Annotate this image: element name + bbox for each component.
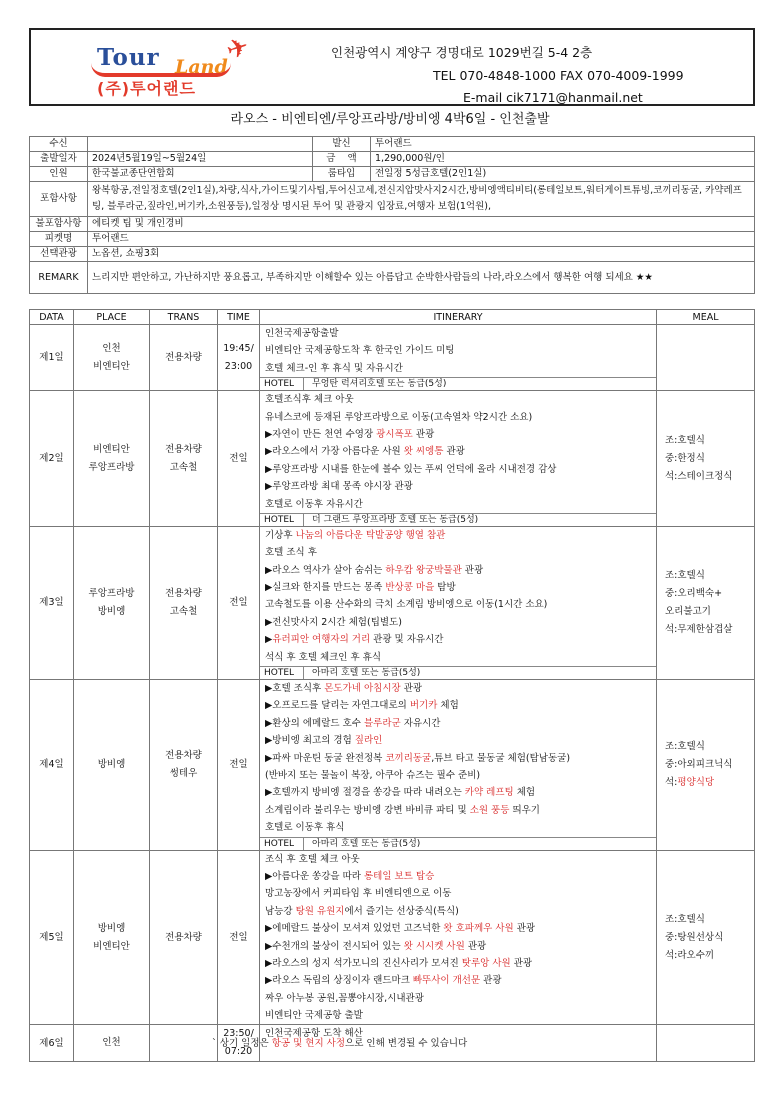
recv-value [88,137,313,152]
hotel-label: HOTEL [260,514,304,526]
itinerary-text: 호텔로 이동후 자유시간 [265,498,363,510]
day-place-line: 방비엥 [97,605,126,617]
company-email: E-mail cik7171@hanmail.net [463,90,643,105]
incl-label: 포함사항 [30,182,88,217]
day-trans-line: 전용차량 [165,931,202,943]
itinerary-text: 호텔로 이동후 휴식 [265,822,345,834]
itinerary-table [29,309,755,1062]
itinerary-text: ,튜브 타고 물동굴 체험(탐남동굴) [431,752,571,764]
meal-line: 석:무제한삼겹살 [665,623,733,635]
day-trans-line: 전용차량 [165,443,202,455]
page-title: 라오스 - 비엔티엔/루앙프라방/방비엥 4박6일 - 인천출발 [230,112,550,127]
itinerary-line [260,802,656,819]
itinerary-line [260,360,656,377]
itinerary-text: 관광 [480,975,502,987]
day-trans [150,526,218,679]
itinerary-text: ▶ [265,634,273,646]
itinerary-line [260,851,656,868]
itinerary-line [260,527,656,544]
company-logo [89,31,279,98]
incl-value: 왕복항공,전일정호텔(2인1실),차량,식사,가이드및기사팁,투어신고세,전신지압맛사지2시간,방비엥액티비티(롱테일보트,워터게이트튜빙,코끼리동굴, 카약레프팅, 블루라군,짚라인,버기카,소원풍등),일정상 명시된 투어 및 관광지 입장료,여행자 보험(1억원), [88,182,755,217]
itinerary-text: 관광 [443,446,465,458]
itinerary-text: ▶라오스 독립의 상징이자 랜드마크 [265,975,413,987]
day-place-line: 방비엥 [97,758,126,770]
meal-line: 중:탕원선상식 [665,931,724,943]
meal-line: 중:아외피크닉식 [665,758,733,770]
itinerary-line [260,920,656,937]
price-label: 금 액 [313,152,371,167]
day-label: 제4일 [30,680,74,851]
room-label: 룸타입 [313,167,371,182]
opt-value: 노옵션, 쇼핑3회 [88,247,755,262]
send-label: 발신 [313,137,371,152]
itinerary-line [260,732,656,749]
day-itinerary [260,325,657,391]
itinerary-line [260,461,656,478]
itinerary-text: ▶아름다운 쏭강을 따라 [265,870,364,882]
highlight-text: 빠뚜사이 개선문 [412,975,481,987]
day-trans-line: 고속철 [169,461,198,473]
col-header-data: DATA [30,310,74,325]
itinerary-text: ▶전신맛사지 2시간 체험(팁별도) [265,616,402,628]
day-time-line: 전일 [229,758,248,770]
footer-prefix: ` 상기 일정은 [212,1038,272,1049]
meal-line: 중:오리백숙+ [665,587,723,599]
day-time-line: 07:20 [224,1046,253,1058]
hotel-row [260,513,656,526]
day-time-line: 전일 [229,931,248,943]
itinerary-line [260,544,656,561]
itinerary-text: ▶라오스의 성지 석가모니의 진신사리가 모셔진 [265,957,462,969]
hotel-label: HOTEL [260,667,304,679]
itinerary-text: 호텔조식후 체크 아웃 [265,394,354,406]
day-itinerary [260,850,657,1025]
itinerary-line [260,1007,656,1024]
itinerary-text: 비엔티안 국제공항 출발 [265,1010,363,1022]
day-label: 제5일 [30,850,74,1025]
col-header-place: PLACE [74,310,150,325]
day-place [74,526,150,679]
hotel-label: HOTEL [260,378,304,390]
itinerary-line [260,680,656,697]
day-meal [657,391,755,527]
itinerary-line [260,972,656,989]
logo-company-name: (주)투어랜드 [97,79,196,98]
highlight-text: 나눔의 아름다운 탁발공양 행열 참관 [295,529,446,541]
day-time-line: 19:45/ [223,342,254,354]
meal-line [665,774,754,792]
meal-line: 조:호텔식 [665,569,705,581]
day-label: 제6일 [30,1025,74,1062]
highlight-text: 하우캄 왕궁박물관 [385,564,462,576]
itinerary-text: ▶에메랄드 불상이 모셔져 있었던 고즈넉한 [265,923,444,935]
highlight-text: 유러피안 여행자의 거리 [272,634,371,646]
price-value: 1,290,000원/인 [371,152,755,167]
company-address: 인천광역시 계양구 경명대로 1029번길 5-4 2층 [331,45,593,60]
itinerary-text: ▶실크와 한지를 만드는 몽족 [265,582,386,594]
itinerary-line [260,697,656,714]
excl-value: 에티켓 팁 및 개인경비 [88,217,755,232]
day-trans [150,680,218,851]
day-trans [150,391,218,527]
day-place [74,325,150,391]
day-trans-line: 전용차량 [165,587,202,599]
day-meal [657,850,755,1025]
day-place [74,680,150,851]
itinerary-line [260,767,656,784]
itinerary-text: 관광 및 자유시간 [370,634,444,646]
day-time [218,526,260,679]
day-place-line: 비엔티안 [93,443,130,455]
day-trans-line: 전용차량 [165,351,202,363]
day-place-line: 비엔티안 [93,940,130,952]
highlight-text: 버기카 [409,700,438,712]
footer-red: 항공 및 현지 사정 [271,1038,346,1049]
day-time-line: 23:50/ [223,1028,254,1040]
hotel-name: 아마리 호텔 또는 동급(5성) [312,838,421,849]
itinerary-line [260,342,656,359]
hotel-row [260,837,656,850]
logo-swoosh [91,63,231,77]
send-value: 투어랜드 [371,137,755,152]
itinerary-line [260,325,656,342]
itinerary-text: 관광 [510,957,533,969]
hotel-name: 더 그랜드 루앙프라방 호텔 또는 동급(5성) [312,514,479,525]
itinerary-text: (반바지 또는 물놀이 복장, 아쿠아 슈즈는 필수 준비) [265,769,481,781]
meal-line: 조:호텔식 [665,913,705,925]
highlight-text: 소원 풍등 [469,804,510,816]
col-header-meal: MEAL [657,310,755,325]
day-label: 제1일 [30,325,74,391]
highlight-text: 짚라인 [354,735,383,747]
itinerary-line [260,649,656,666]
remark-value: 느리지만 편안하고, 가난하지만 풍요롭고, 부족하지만 이해할수 있는 아름답고 순박한사람들의 나라,라오스에서 행복한 여행 되세요 ★★ [88,262,755,294]
itinerary-line [260,426,656,443]
itinerary-text: 기상후 [265,529,296,541]
day-row [30,680,755,851]
logo-land-text: Land [175,56,228,78]
date-value: 2024년5월19일~5월24일 [88,152,313,167]
day-time [218,391,260,527]
itinerary-line [260,750,656,767]
itinerary-line [260,885,656,902]
recv-label: 수신 [30,137,88,152]
itinerary-text: 소계림이라 불리우는 방비엥 강변 바비큐 파티 및 [265,804,470,816]
itinerary-text: 호텔 체크-인 후 휴식 및 자유시간 [265,362,403,374]
day-place-line: 루앙프라방 [88,587,135,599]
itinerary-text: 관광 [513,923,536,935]
itinerary-text: 남능강 [265,905,296,917]
itinerary-text: ▶오프로드를 달리는 자연그대로의 [265,700,410,712]
col-header-itinerary: ITINERARY [260,310,657,325]
itinerary-text: ▶방비엥 최고의 경험 [265,735,355,747]
day-trans [150,850,218,1025]
itinerary-text: ▶루앙프라방 최대 몽족 야시장 관광 [265,481,413,493]
itinerary-text: 관광 [461,564,484,576]
day-time-line: 전일 [229,596,248,608]
highlight-text: 왓 씨엥통 [403,446,444,458]
highlight-text: 반상콩 마을 [385,582,435,594]
itinerary-text: 고속철도를 이용 산수화의 극치 소계림 방비엥으로 이동(1시간 소요) [265,599,548,611]
day-place-line: 비엔티안 [93,360,130,372]
itinerary-line [260,391,656,408]
day-trans-line: 고속철 [169,605,198,617]
room-value: 전일정 5성급호텔(2인1실) [371,167,755,182]
hotel-row [260,666,656,679]
hotel-name: 무엉탄 럭셔리호텔 또는 동급(5성) [312,379,447,390]
itinerary-text: 관광 [400,683,423,695]
itinerary-text: 망고농장에서 커피타임 후 비엔티엔으로 이동 [265,888,452,900]
itinerary-line [260,562,656,579]
itinerary-line [260,596,656,613]
highlight-text: 광시폭포 [376,428,413,440]
itinerary-text: 호텔 조식 후 [265,547,317,559]
opt-label: 선택관광 [30,247,88,262]
company-phone: TEL 070-4848-1000 FAX 070-4009-1999 [433,68,684,83]
itinerary-text: ▶라오스 역사가 살아 숨쉬는 [265,564,386,576]
itinerary-line [260,903,656,920]
itinerary-text: 비엔티안 국제공항도착 후 한국인 가이드 미팅 [265,345,455,357]
itinerary-text: 띄우기 [509,804,540,816]
footer-note [212,1035,467,1049]
day-time [218,680,260,851]
meal-line: 조:호텔식 [665,740,705,752]
day-time [218,325,260,391]
day-place-line: 루앙프라방 [88,461,135,473]
logo-tour-text: Tour [97,44,160,71]
itinerary-line [260,443,656,460]
meal-red-text: 평양식당 [677,776,715,788]
people-label: 인원 [30,167,88,182]
highlight-text: 카약 레프팅 [464,787,514,799]
highlight-text: 왓 시시켓 사원 [403,940,465,952]
day-itinerary [260,526,657,679]
highlight-text: 롱테일 보트 탑승 [363,870,435,882]
day-trans-line: 썽테우 [169,767,198,779]
meal-line: 석:스테이크정식 [665,470,733,482]
day-trans [150,325,218,391]
day-label: 제2일 [30,391,74,527]
excl-label: 불포함사항 [30,217,88,232]
highlight-text: 블루라군 [363,717,401,729]
day-place-line: 인천 [102,1037,121,1049]
meal-line: 조:호텔식 [665,434,705,446]
day-row [30,850,755,1025]
itinerary-text: ▶자연이 만든 천연 수영장 [265,428,377,440]
info-table [29,136,755,294]
itinerary-line [260,409,656,426]
remark-label: REMARK [30,262,88,294]
day-place [74,850,150,1025]
highlight-text: 왓 호파께우 사원 [443,923,514,935]
day-row [30,325,755,391]
itinerary-text: 짜우 아누봉 공원,꼼뽕야시장,시내관광 [265,992,424,1004]
itinerary-text: 체험 [437,700,459,712]
itinerary-line [260,614,656,631]
date-label: 출발일자 [30,152,88,167]
itinerary-text: ▶루앙프라방 시내를 한눈에 볼수 있는 푸씨 언덕에 올라 시내전경 감상 [265,463,557,475]
meal-prefix: 석: [665,776,678,788]
itinerary-text: ▶파싸 마운틴 동굴 완전정복 [265,752,386,764]
footer-suffix: 으로 인해 변경될 수 있습니다 [345,1038,468,1049]
day-itinerary [260,391,657,527]
day-meal [657,526,755,679]
itinerary-text: 인천국제공항 도착 해산 [265,1028,363,1040]
day-row [30,391,755,527]
day-meal [657,325,755,391]
itinerary-text: 관광 [412,428,435,440]
highlight-text: 탓루앙 사원 [461,957,511,969]
itinerary-line [260,478,656,495]
itinerary-line [260,955,656,972]
hotel-label: HOTEL [260,838,304,850]
itinerary-line [260,631,656,648]
day-place-line: 방비엥 [97,922,126,934]
day-label: 제3일 [30,526,74,679]
pick-value: 투어랜드 [88,232,755,247]
airplane-icon: ✈ [222,31,253,67]
day-place-line: 인천 [102,342,121,354]
itinerary-line [260,715,656,732]
itinerary-line [260,784,656,801]
day-trans-line: 전용차량 [165,749,202,761]
itinerary-line [260,990,656,1007]
day-place [74,1025,150,1062]
itinerary-text: 관광 [464,940,487,952]
day-trans [150,1025,218,1062]
day-meal [657,680,755,851]
itinerary-line [260,868,656,885]
people-value: 한국불교종단연합회 [88,167,313,182]
itinerary-text: ▶라오스에서 가장 아름다운 사원 [265,446,404,458]
day-meal [657,1025,755,1062]
highlight-text: 몬도가네 아침시장 [324,683,401,695]
highlight-text: 탕원 유원지 [295,905,345,917]
itinerary-text: 석식 후 호텔 체크인 후 휴식 [265,651,382,663]
day-time-line: 23:00 [224,360,253,372]
company-header [29,28,755,106]
col-header-trans: TRANS [150,310,218,325]
meal-line: 석:라오수끼 [665,949,715,961]
itinerary-text: ▶호텔까지 방비엥 절경을 쏭강을 따라 내려오는 [265,787,465,799]
itinerary-line [260,579,656,596]
day-itinerary [260,680,657,851]
itinerary-text: ▶환상의 에메랄드 호수 [265,717,364,729]
meal-line: 중:한정식 [665,452,705,464]
itinerary-text: ▶호텔 조식후 [265,683,325,695]
hotel-row [260,377,656,390]
itinerary-text: 자유시간 [400,717,441,729]
itinerary-text: ▶수천개의 불상이 전시되어 있는 [265,940,404,952]
highlight-text: 코끼리동굴 [385,752,432,764]
hotel-name: 아마리 호텔 또는 동급(5성) [312,668,421,679]
pick-label: 피켓명 [30,232,88,247]
day-row [30,526,755,679]
itinerary-line [260,496,656,513]
itinerary-text: 에서 즐기는 선상중식(특식) [344,905,459,917]
itinerary-line [260,938,656,955]
day-time [218,850,260,1025]
day-time-line: 전일 [229,452,248,464]
itinerary-text: 인천국제공항출발 [265,328,339,339]
itinerary-text: 유네스코에 등재된 루앙프라방으로 이동(고속열차 약2시간 소요) [265,411,533,423]
meal-line: 오리불고기 [665,605,711,617]
itinerary-text: 탐방 [434,582,456,594]
day-place [74,391,150,527]
col-header-time: TIME [218,310,260,325]
itinerary-text: 체험 [513,787,536,799]
itinerary-text: 조식 후 호텔 체크 아웃 [265,853,360,865]
itinerary-line [260,819,656,836]
